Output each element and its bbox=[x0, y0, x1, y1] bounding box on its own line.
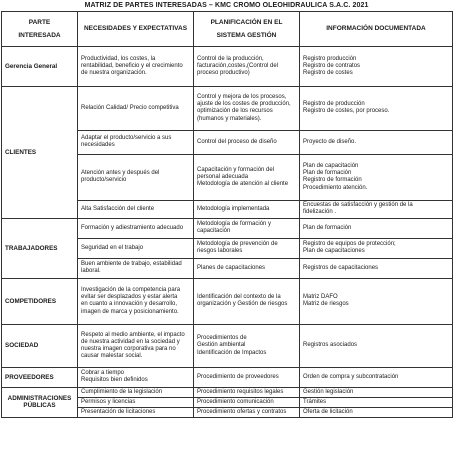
info-cell: Registros asociados bbox=[300, 324, 453, 367]
needs-cell: Alta Satisfacción del cliente bbox=[78, 200, 194, 218]
info-cell: Proyecto de diseño. bbox=[300, 130, 453, 154]
info-cell: Matriz DAFO Matriz de riesgos bbox=[300, 278, 453, 324]
info-cell: Plan de formación bbox=[300, 218, 453, 238]
planning-cell: Control de la producción, facturación,costes,(Control del proceso productivo) bbox=[194, 46, 300, 86]
needs-cell: Cobrar a tiempo Requisitos bien definidos bbox=[78, 367, 194, 387]
info-cell: Plan de capacitación Plan de formación Registro de formación Procedimiento atención. bbox=[300, 154, 453, 200]
planning-cell: Capacitación y formación del personal adecuada Metodología de atención al cliente bbox=[194, 154, 300, 200]
table-row bbox=[2, 367, 453, 387]
needs-cell: Presentación de licitaciones bbox=[78, 407, 194, 417]
party-cell: CLIENTES bbox=[2, 86, 78, 218]
header-planning: PLANIFICACIÓN EN EL SISTEMA GESTIÓN bbox=[194, 12, 300, 47]
table-row bbox=[2, 86, 453, 130]
info-cell: Gestión legislación bbox=[300, 387, 453, 397]
table-header-row bbox=[2, 12, 453, 47]
planning-cell: Control del proceso de diseño bbox=[194, 130, 300, 154]
needs-cell: Respeto al medio ambiente, el impacto de nuestra actividad en la sociedad y nuestra imagen corporativa para no causar malestar social. bbox=[78, 324, 194, 367]
planning-cell: Procedimiento ofertas y contratos bbox=[194, 407, 300, 417]
planning-cell: Procedimientos de Gestión ambiental Identificación de Impactos bbox=[194, 324, 300, 367]
needs-cell: Adaptar el producto/servicio a sus necesidades bbox=[78, 130, 194, 154]
needs-cell: Atención antes y después del producto/servicio bbox=[78, 154, 194, 200]
info-cell: Orden de compra y subcontratación bbox=[300, 367, 453, 387]
planning-cell: Metodología de formación y capacitación bbox=[194, 218, 300, 238]
party-cell: ADMINISTRACIONES PÚBLICAS bbox=[2, 387, 78, 417]
party-cell: TRABAJADORES bbox=[2, 218, 78, 278]
needs-cell: Buen ambiente de trabajo, estabilidad laboral. bbox=[78, 258, 194, 278]
planning-cell: Planes de capacitaciones bbox=[194, 258, 300, 278]
needs-cell: Productividad, los costes, la rentabilidad, beneficio y el crecimiento de nuestra organización. bbox=[78, 46, 194, 86]
needs-cell: Cumplimiento de la legislación bbox=[78, 387, 194, 397]
header-party: PARTE INTERESADA bbox=[2, 12, 78, 47]
info-cell: Registro producción Registro de contratos Registro de costes bbox=[300, 46, 453, 86]
planning-cell: Procedimiento requisitos legales bbox=[194, 387, 300, 397]
planning-cell: Procedimiento comunicación bbox=[194, 397, 300, 407]
document-title: MATRIZ DE PARTES INTERESADAS – KMC CROMO OLEOHIDRAULICA S.A.C. 2021 bbox=[84, 2, 369, 9]
planning-cell: Identificación del contexto de la organización y Gestión de riesgos bbox=[194, 278, 300, 324]
table-row bbox=[2, 46, 453, 86]
info-cell: Registro de producción Registro de costes, por proceso. bbox=[300, 86, 453, 130]
info-cell: Registros de capacitaciones bbox=[300, 258, 453, 278]
header-needs: NECESIDADES Y EXPECTATIVAS bbox=[78, 12, 194, 47]
stakeholder-matrix-table bbox=[1, 11, 453, 418]
needs-cell: Investigación de la competencia para evitar ser desplazados y estar alerta en cuanto a innovación y desarrollo, imagen de marca y posicionamiento. bbox=[78, 278, 194, 324]
info-cell: Trámites bbox=[300, 397, 453, 407]
info-cell: Oferta de licitación bbox=[300, 407, 453, 417]
table-row bbox=[2, 278, 453, 324]
table-row bbox=[2, 218, 453, 238]
needs-cell: Formación y adiestramiento adecuado bbox=[78, 218, 194, 238]
planning-cell: Procedimiento de proveedores bbox=[194, 367, 300, 387]
needs-cell: Permisos y licencias bbox=[78, 397, 194, 407]
header-info: INFORMACIÓN DOCUMENTADA bbox=[300, 12, 453, 47]
info-cell: Encuestas de satisfacción y gestión de la fidelización . bbox=[300, 200, 453, 218]
planning-cell: Control y mejora de los procesos, ajuste de los costes de producción, optimización de los recursos (humanos y materiales). bbox=[194, 86, 300, 130]
party-cell: PROVEEDORES bbox=[2, 367, 78, 387]
table-row bbox=[2, 324, 453, 367]
needs-cell: Seguridad en el trabajo bbox=[78, 238, 194, 258]
info-cell: Registro de equipos de protección; Plan de capacitaciones bbox=[300, 238, 453, 258]
party-cell: Gerencia General bbox=[2, 46, 78, 86]
party-cell: COMPETIDORES bbox=[2, 278, 78, 324]
planning-cell: Metodología de prevención de riesgos laborales bbox=[194, 238, 300, 258]
table-row bbox=[2, 387, 453, 397]
party-cell: SOCIEDAD bbox=[2, 324, 78, 367]
planning-cell: Metodología implementada bbox=[194, 200, 300, 218]
needs-cell: Relación Calidad/ Precio competitiva bbox=[78, 86, 194, 130]
